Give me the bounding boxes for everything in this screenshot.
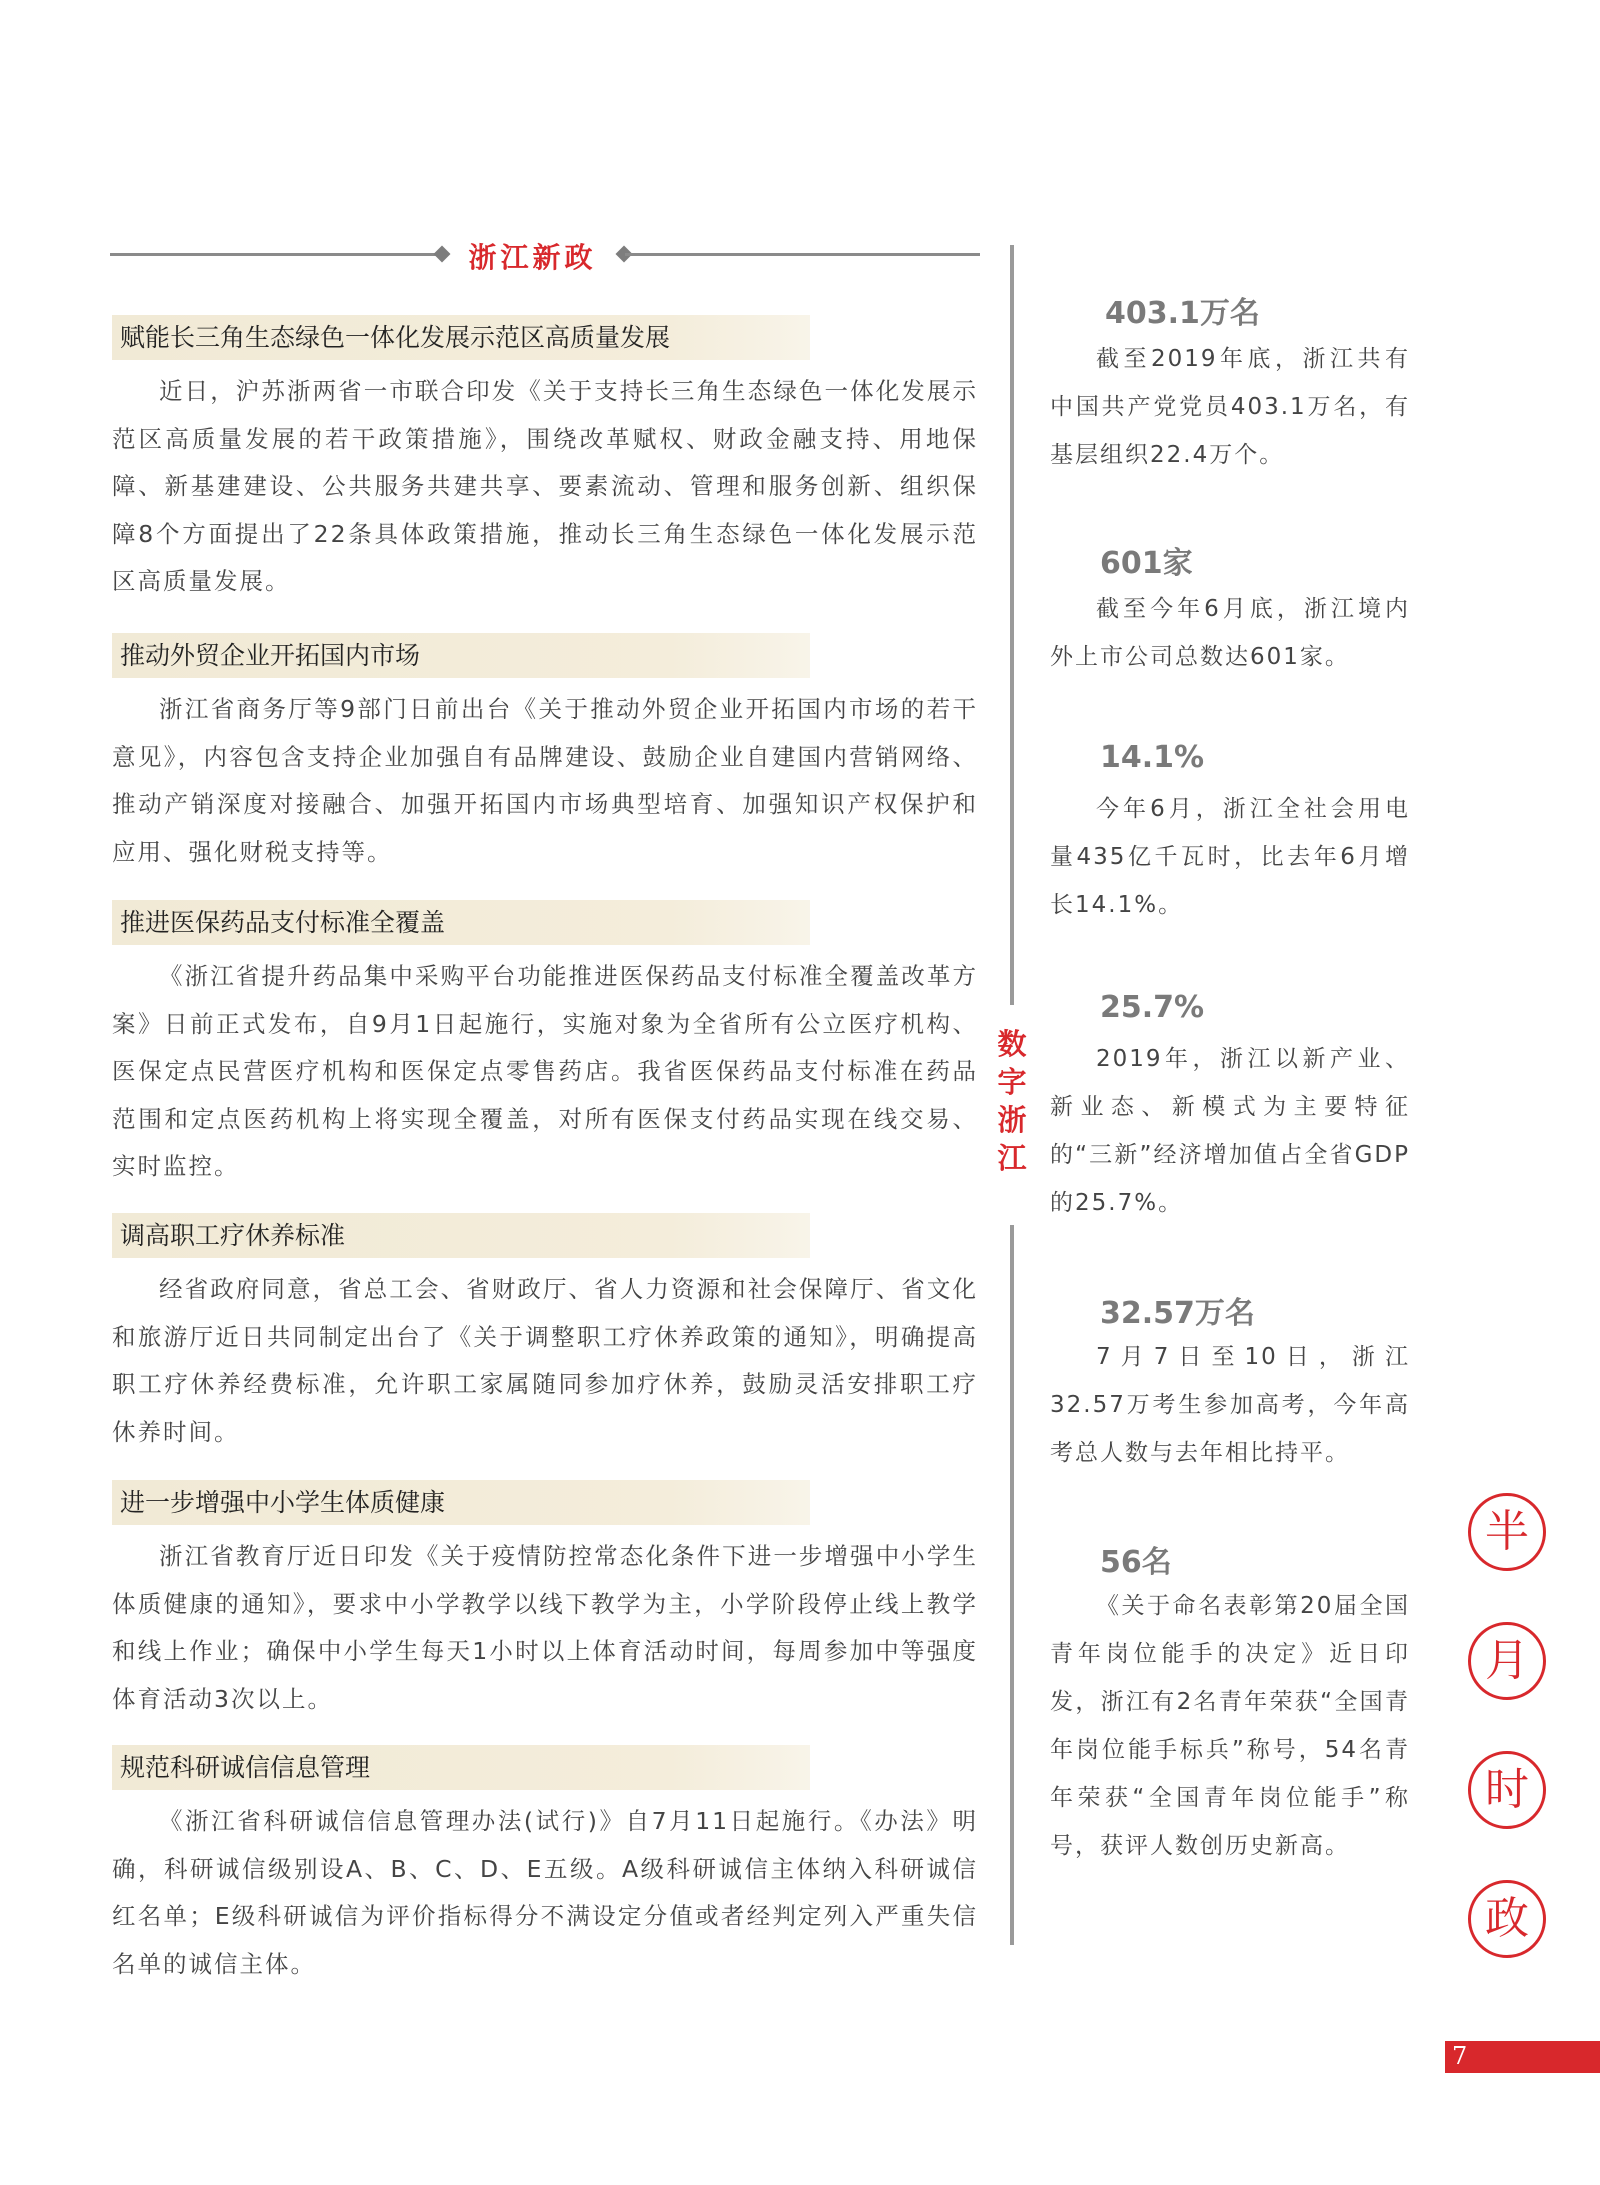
stat-description: 截至今年6月底，浙江境内外上市公司总数达601家。 [1050, 596, 1410, 670]
news-section-body: 《浙江省科研诚信信息管理办法(试行)》自7月11日起施行。《办法》明确，科研诚信级别设A、B、C、D、E五级。A级科研诚信主体纳入科研诚信红名单；E级科研诚信为评价指标得分不满设定分值或者经判定列入严重失信名单的诚信主体。 [112, 1807, 978, 1978]
header-rule-right [625, 253, 980, 256]
badge-zheng: 政 [1468, 1880, 1546, 1958]
stat-value: 14.1% [1100, 740, 1205, 775]
badge-yue: 月 [1468, 1622, 1546, 1700]
column-divider-bottom [1010, 1225, 1014, 1945]
stat-item [1050, 335, 1410, 479]
header-diamond-left [434, 246, 451, 263]
stat-item [1050, 1035, 1410, 1227]
stat-description: 《关于命名表彰第20届全国青年岗位能手的决定》近日印发，浙江有2名青年荣获“全国青年岗位能手标兵”称号，54名青年荣获“全国青年岗位能手”称号，获评人数创历史新高。 [1050, 1593, 1410, 1859]
news-section-title: 推进医保药品支付标准全覆盖 [112, 900, 810, 945]
header-rule-left [110, 253, 440, 256]
stat-item [1050, 585, 1410, 681]
page-number-bar [1445, 2041, 1600, 2073]
news-section-body: 浙江省商务厅等9部门日前出台《关于推动外贸企业开拓国内市场的若干意见》，内容包含支持企业加强自有品牌建设、鼓励企业自建国内营销网络、推动产销深度对接融合、加强开拓国内市场典型培育、加强知识产权保护和应用、强化财税支持等。 [112, 695, 978, 866]
news-section-body: 近日，沪苏浙两省一市联合印发《关于支持长三角生态绿色一体化发展示范区高质量发展的若干政策措施》，围绕改革赋权、财政金融支持、用地保障、新基建建设、公共服务共建共享、要素流动、管理和服务创新、组织保障8个方面提出了22条具体政策措施，推动长三角生态绿色一体化发展示范区高质量发展。 [112, 377, 978, 595]
stat-description: 截至2019年底，浙江共有中国共产党党员403.1万名，有基层组织22.4万个。 [1050, 346, 1410, 468]
digital-zhejiang-label: 数 字 浙 江 [997, 1027, 1027, 1175]
news-section-title: 推动外贸企业开拓国内市场 [112, 633, 810, 678]
news-section [112, 900, 982, 1191]
news-section-body: 浙江省教育厅近日印发《关于疫情防控常态化条件下进一步增强中小学生体质健康的通知》，要求中小学教学以线下教学为主，小学阶段停止线上教学和线上作业；确保中小学生每天1小时以上体育活动时间，每周参加中等强度体育活动3次以上。 [112, 1542, 978, 1713]
stat-item [1105, 288, 1405, 342]
stat-description: 7月7日至10日，浙江32.57万考生参加高考，今年高考总人数与去年相比持平。 [1050, 1344, 1410, 1466]
news-section [112, 1213, 982, 1456]
stat-value: 601家 [1100, 546, 1193, 581]
stat-value: 403.1万名 [1105, 296, 1260, 331]
news-section [112, 1480, 982, 1723]
news-section [112, 315, 982, 606]
stat-item [1050, 785, 1410, 929]
news-section [112, 633, 982, 876]
news-section-title: 调高职工疗休养标准 [112, 1213, 810, 1258]
stat-item [1050, 1333, 1410, 1477]
badge-shi: 时 [1468, 1751, 1546, 1829]
stat-item [1100, 990, 1400, 1035]
stat-item [1100, 740, 1400, 785]
stat-description: 今年6月，浙江全社会用电量435亿千瓦时，比去年6月增长14.1%。 [1050, 796, 1410, 918]
section-header-title: 浙江新政 [468, 241, 597, 274]
news-section-title: 进一步增强中小学生体质健康 [112, 1480, 810, 1525]
stat-value: 25.7% [1100, 990, 1205, 1025]
stat-item [1100, 538, 1400, 592]
stat-value: 32.57万名 [1100, 1296, 1255, 1331]
page-number: 7 [1452, 2042, 1468, 2070]
news-section-body: 经省政府同意，省总工会、省财政厅、省人力资源和社会保障厅、省文化和旅游厅近日共同制定出台了《关于调整职工疗休养政策的通知》，明确提高职工疗休养经费标准，允许职工家属随同参加疗休养，鼓励灵活安排职工疗休养时间。 [112, 1275, 978, 1446]
stat-item [1050, 1582, 1410, 1870]
news-section [112, 1745, 982, 1988]
column-divider-top [1010, 245, 1014, 1005]
stat-description: 2019年，浙江以新产业、新业态、新模式为主要特征的“三新”经济增加值占全省GDP的25.7%。 [1050, 1046, 1410, 1216]
badge-ban: 半 [1468, 1493, 1546, 1571]
news-section-title: 规范科研诚信信息管理 [112, 1745, 810, 1790]
news-section-body: 《浙江省提升药品集中采购平台功能推进医保药品支付标准全覆盖改革方案》日前正式发布，自9月1日起施行，实施对象为全省所有公立医疗机构、医保定点民营医疗机构和医保定点零售药店。我省医保药品支付标准在药品范围和定点医药机构上将实现全覆盖，对所有医保支付药品实现在线交易、实时监控。 [112, 962, 978, 1180]
stat-value: 56名 [1100, 1545, 1172, 1580]
news-section-title: 赋能长三角生态绿色一体化发展示范区高质量发展 [112, 315, 810, 360]
